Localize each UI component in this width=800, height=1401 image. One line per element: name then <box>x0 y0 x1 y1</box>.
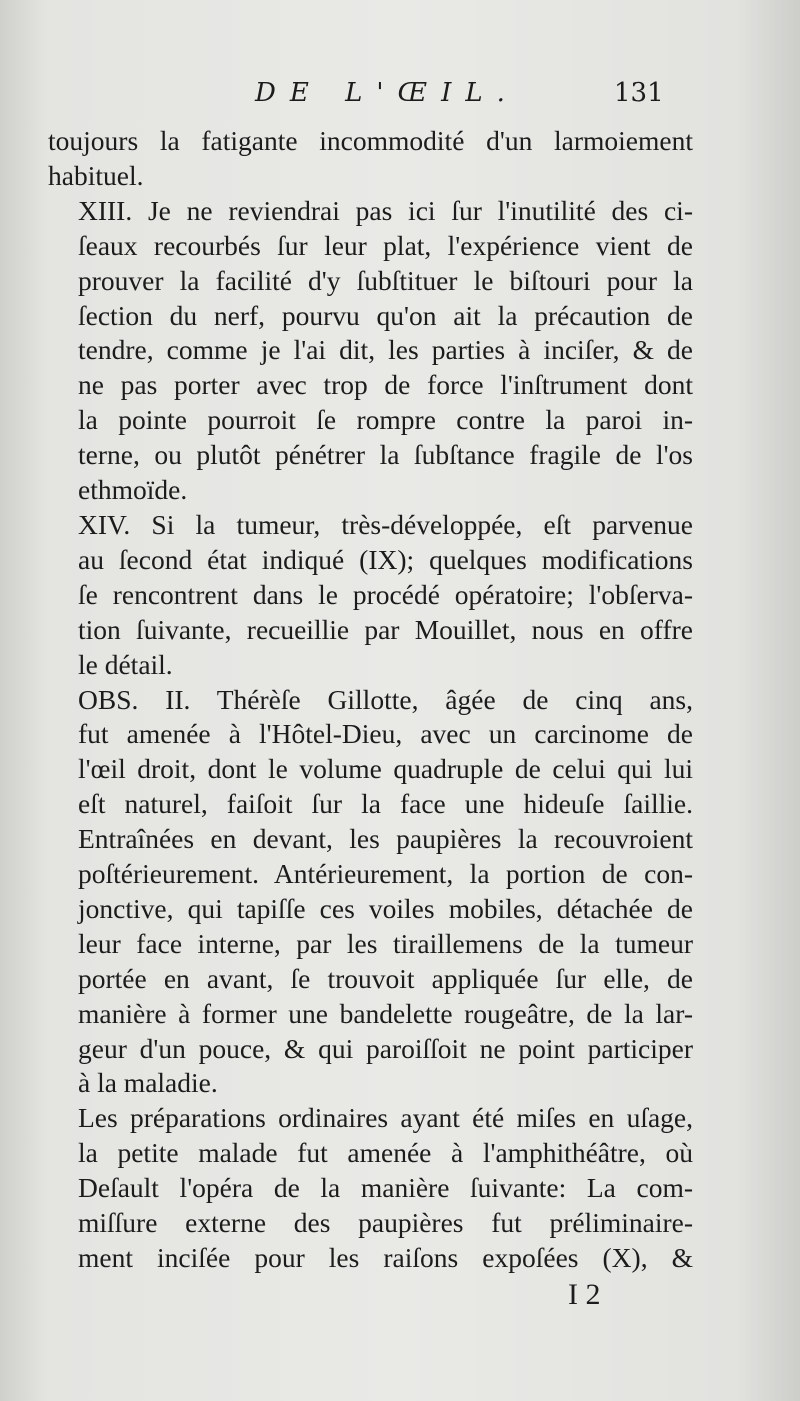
text-line: prouver la facilité d'y ſubſtituer le biſtouri pour la <box>78 264 693 296</box>
text-line: OBS. II. Thérèſe Gillotte, âgée de cinq ans, <box>78 683 693 715</box>
page-number: 131 <box>614 78 664 108</box>
text-line: XIII. Je ne reviendrai pas ici ſur l'inutilité des ci- <box>78 194 693 226</box>
text-line: Deſault l'opéra de la manière ſuivante: La com- <box>78 1172 693 1204</box>
text-line: au ſecond état indiqué (IX); quelques modifications <box>78 543 693 575</box>
text-line: ment inciſée pour les raiſons expoſées (X), & <box>78 1242 693 1273</box>
text-line: jonctive, qui tapiſſe ces voiles mobiles, détachée de <box>78 892 693 924</box>
text-line: ne pas porter avec trop de force l'inſtrument dont <box>78 369 693 401</box>
running-title: DE L'ŒIL. <box>255 78 519 108</box>
paragraph-preparations <box>48 1101 693 1276</box>
text-line: le détail. <box>78 648 173 680</box>
text-line: Entraînées en devant, les paupières la recouvroient <box>78 823 693 855</box>
text-line: XIV. Si la tumeur, très-développée, eſt parvenue <box>78 508 693 540</box>
text-line: manière à former une bandelette rougeâtre, de la lar- <box>78 997 693 1029</box>
text-line: poſtérieurement. Antérieurement, la portion de con- <box>78 858 693 890</box>
text-line: habituel. <box>48 159 144 191</box>
paragraph-obs-ii <box>48 683 693 1102</box>
text-line: toujours la fatigante incommodité d'un larmoiement <box>48 125 693 156</box>
paragraph-xiii <box>48 194 693 508</box>
text-line: miſſure externe des paupières fut préliminaire- <box>78 1207 693 1239</box>
text-line: terne, ou plutôt pénétrer la ſubſtance fragile de l'os <box>78 439 693 471</box>
text-line: ſeaux recourbés ſur leur plat, l'expérience vient de <box>78 229 693 261</box>
text-line: la petite malade fut amenée à l'amphithéâtre, où <box>78 1137 693 1169</box>
paragraph-continuation <box>48 124 693 194</box>
text-line: geur d'un pouce, & qui paroiſſoit ne point participer <box>78 1032 693 1064</box>
text-line: portée en avant, ſe trouvoit appliquée ſur elle, de <box>78 962 693 994</box>
text-line: Les préparations ordinaires ayant été miſes en uſage, <box>78 1102 693 1134</box>
signature-mark: I 2 <box>568 1278 601 1311</box>
running-head <box>0 78 800 118</box>
text-line: l'œil droit, dont le volume quadruple de celui qui lui <box>78 753 693 785</box>
paragraph-xiv <box>48 508 693 683</box>
text-line: ethmoïde. <box>78 474 188 506</box>
text-line: leur face interne, par les tiraillemens de la tumeur <box>78 927 693 959</box>
text-line: tendre, comme je l'ai dit, les parties à inciſer, & de <box>78 334 693 366</box>
text-line: la pointe pourroit ſe rompre contre la paroi in- <box>78 404 693 436</box>
text-line: à la maladie. <box>78 1067 218 1099</box>
text-line: tion ſuivante, recueillie par Mouillet, nous en offre <box>78 613 693 645</box>
text-line: ſection du nerf, pourvu qu'on ait la précaution de <box>78 299 693 331</box>
text-line: fut amenée à l'Hôtel-Dieu, avec un carcinome de <box>78 718 693 750</box>
text-line: eſt naturel, faiſoit ſur la face une hideuſe ſaillie. <box>78 788 693 820</box>
body-text <box>48 124 693 1276</box>
text-line: ſe rencontrent dans le procédé opératoire; l'obſerva- <box>78 578 693 610</box>
